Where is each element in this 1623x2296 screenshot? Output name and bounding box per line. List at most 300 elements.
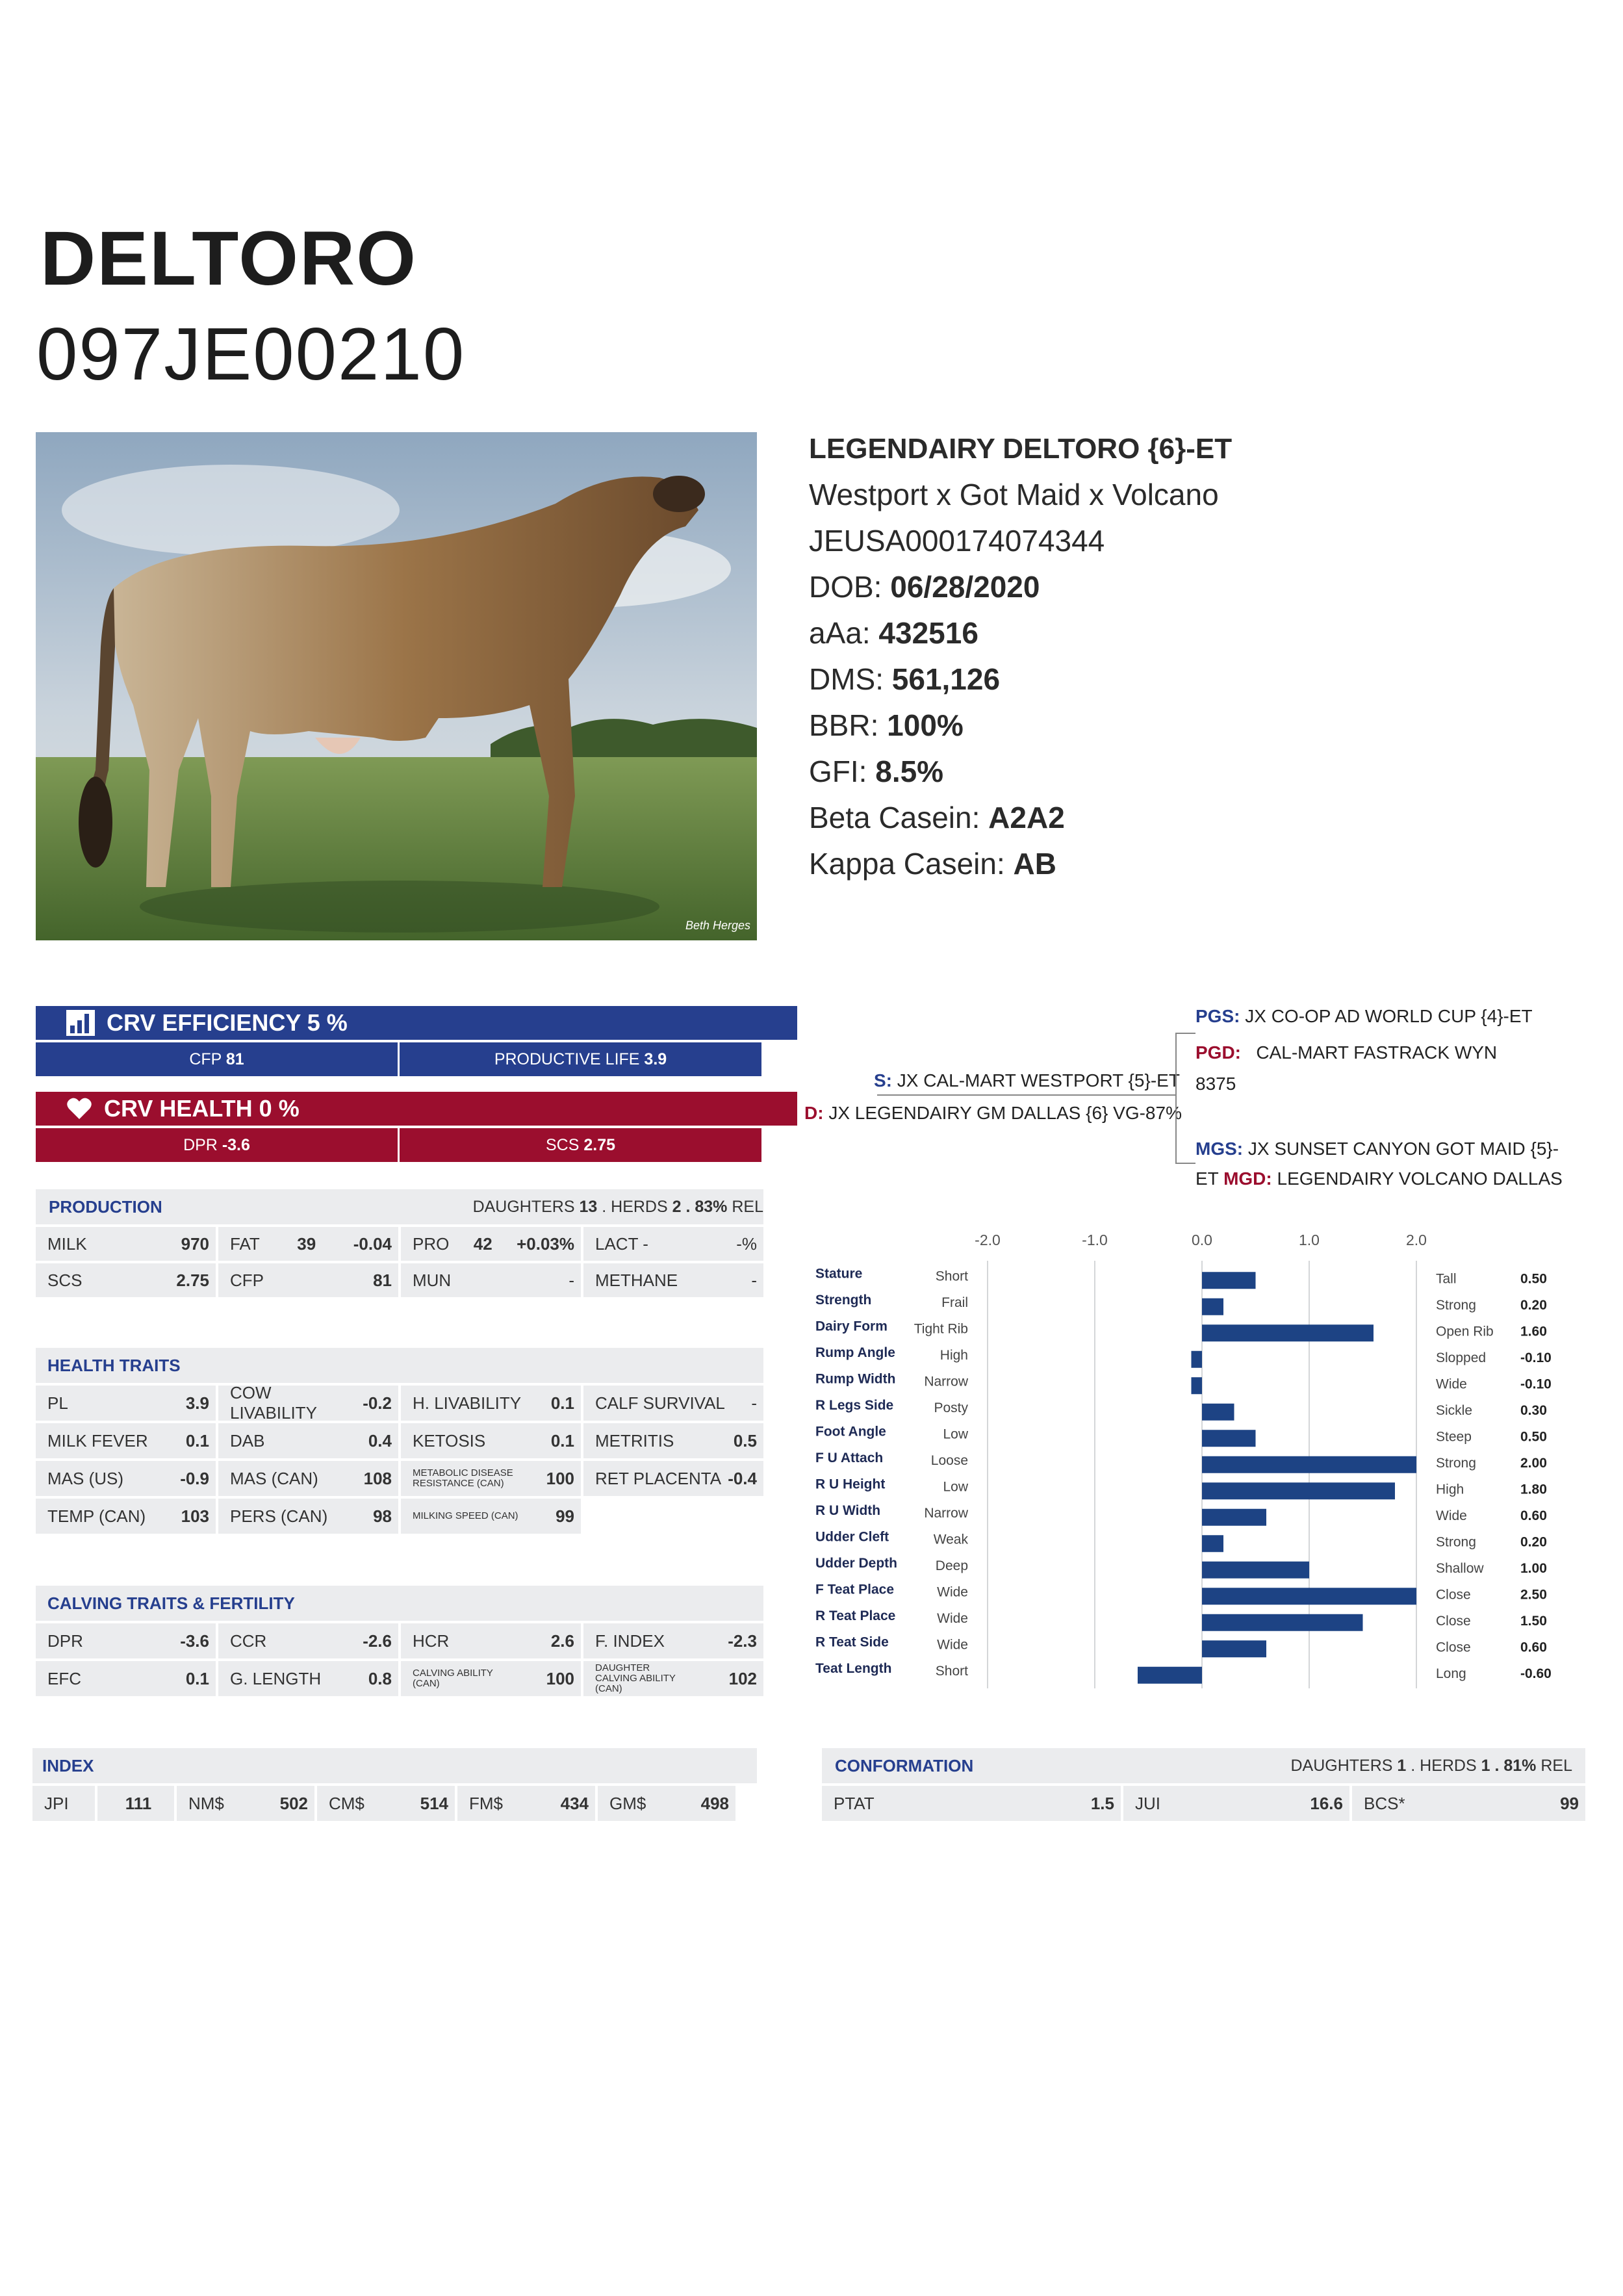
- scs-value: 2.75: [176, 1270, 209, 1290]
- calving-grid: [36, 1623, 763, 1696]
- trait-label: R Teat Place: [815, 1608, 896, 1623]
- conformation-daughters: [1290, 1757, 1572, 1775]
- g-length-label: G. LENGTH: [230, 1668, 322, 1688]
- jpi-label: JPI: [44, 1793, 69, 1813]
- low-end-label: Posty: [934, 1400, 968, 1415]
- pgd-value: CAL-MART FASTRACK WYN 8375: [1195, 1042, 1498, 1094]
- health-milk-fever: [36, 1423, 216, 1458]
- calving-ability-value: 100: [546, 1668, 574, 1688]
- gfi-value: 8.5%: [875, 755, 944, 788]
- low-end-label: Short: [935, 1269, 968, 1284]
- mas-us-value: -0.9: [180, 1468, 209, 1488]
- index-jpi-value-cell: [97, 1786, 174, 1821]
- heart-icon: [66, 1097, 92, 1120]
- conformation-rel-value: . 81%: [1494, 1756, 1537, 1775]
- methane-value: -: [751, 1270, 757, 1290]
- hcr-value: 2.6: [550, 1631, 574, 1651]
- trait-label: Rump Width: [815, 1371, 896, 1387]
- pedigree-connectors: [871, 1027, 1195, 1170]
- gfi-row: [809, 749, 1232, 795]
- index-title: INDEX: [42, 1756, 94, 1775]
- dob-value: 06/28/2020: [890, 570, 1040, 604]
- production-milk: [36, 1227, 216, 1261]
- calf-survival-value: -: [751, 1393, 757, 1413]
- fm-value: 434: [560, 1793, 589, 1813]
- trait-value-label: 0.60: [1520, 1640, 1547, 1655]
- low-end-label: High: [939, 1347, 968, 1363]
- aaa-label: aAa:: [809, 616, 871, 650]
- calving-ccr: [218, 1623, 398, 1658]
- health-dpr: [36, 1128, 400, 1162]
- health-ret-placenta: [583, 1461, 763, 1496]
- low-end-label: Narrow: [924, 1505, 968, 1521]
- conformation-title: CONFORMATION: [835, 1755, 974, 1775]
- daughter-calving-ability: [583, 1661, 763, 1696]
- trait-label: Teat Length: [815, 1660, 892, 1676]
- h-livability-value: 0.1: [550, 1393, 574, 1413]
- milk-value: 970: [181, 1233, 209, 1254]
- trait-label: Foot Angle: [815, 1424, 886, 1439]
- high-end-label: Wide: [1436, 1376, 1467, 1392]
- mgs-value: JX SUNSET CANYON GOT MAID {5}-ET: [1195, 1139, 1559, 1189]
- health-pers-can: [218, 1499, 398, 1534]
- mas-us-label: MAS (US): [47, 1468, 123, 1488]
- trait-value-label: 2.00: [1520, 1455, 1547, 1471]
- high-end-label: Steep: [1436, 1429, 1472, 1445]
- mun-label: MUN: [413, 1270, 452, 1290]
- trait-label: Udder Cleft: [815, 1529, 889, 1545]
- index-cm: [317, 1786, 455, 1821]
- calving-dpr-value: -3.6: [180, 1631, 209, 1651]
- trait-value-label: 0.60: [1520, 1508, 1547, 1523]
- efc-value: 0.1: [185, 1668, 209, 1688]
- sire-value: JX CAL-MART WESTPORT {5}-ET: [897, 1070, 1180, 1090]
- production-cfp: [218, 1263, 398, 1297]
- registered-name: LEGENDAIRY DELTORO {6}-ET: [809, 433, 1233, 465]
- bcs-value: 99: [1560, 1793, 1579, 1813]
- trait-label: Rump Angle: [815, 1345, 895, 1360]
- trait-value-label: 1.50: [1520, 1613, 1547, 1629]
- bcs-label: BCS*: [1364, 1793, 1405, 1813]
- daughter-calving-ability-value: 102: [728, 1668, 757, 1688]
- trait-label: R Teat Side: [815, 1634, 889, 1650]
- low-end-label: Wide: [937, 1584, 968, 1600]
- production-scs: [36, 1263, 216, 1297]
- production-daughters-label: DAUGHTERS: [472, 1197, 575, 1216]
- scs-label: SCS: [47, 1270, 83, 1290]
- pro-label: PRO: [413, 1233, 450, 1254]
- ptat-value: 1.5: [1090, 1793, 1114, 1813]
- milking-speed-value: 99: [556, 1506, 574, 1526]
- trait-value-label: 0.30: [1520, 1402, 1547, 1418]
- fat-label: FAT: [230, 1233, 260, 1254]
- production-grid: [36, 1227, 763, 1297]
- calving-efc: [36, 1661, 216, 1696]
- x-tick-label: -2.0: [975, 1232, 1001, 1248]
- beta-casein-value: A2A2: [988, 801, 1065, 834]
- x-tick-label: 1.0: [1299, 1232, 1320, 1248]
- calving-f-index: [583, 1623, 763, 1658]
- kappa-casein-label: Kappa Casein:: [809, 847, 1005, 881]
- trait-value-label: 0.20: [1520, 1534, 1547, 1550]
- milk-fever-label: MILK FEVER: [47, 1430, 148, 1451]
- health-pl: [36, 1386, 216, 1421]
- pgs-value: JX CO-OP AD WORLD CUP {4}-ET: [1245, 1006, 1533, 1026]
- index-header: [32, 1748, 757, 1783]
- conformation-header: [822, 1748, 1585, 1783]
- lact-value: -%: [736, 1233, 757, 1254]
- trait-value-label: -0.10: [1520, 1350, 1552, 1365]
- dms-label: DMS:: [809, 662, 884, 696]
- trait-value-label: 0.50: [1520, 1429, 1547, 1445]
- high-end-label: Strong: [1436, 1534, 1476, 1550]
- trait-bar: [1202, 1298, 1223, 1315]
- high-end-label: Wide: [1436, 1508, 1467, 1523]
- gfi-label: GFI:: [809, 755, 867, 788]
- methane-label: METHANE: [595, 1270, 678, 1290]
- dms-value: 561,126: [891, 662, 1001, 696]
- production-rel-value: . 83%: [685, 1197, 728, 1216]
- trait-label: R Legs Side: [815, 1397, 894, 1413]
- health-milking-speed: [401, 1499, 581, 1534]
- health-pl-value: 3.9: [185, 1393, 209, 1413]
- nm-value: 502: [279, 1793, 308, 1813]
- index-fm: [457, 1786, 595, 1821]
- jpi-value: 111: [125, 1793, 152, 1813]
- x-tick-label: 2.0: [1406, 1232, 1427, 1248]
- ketosis-value: 0.1: [550, 1430, 574, 1451]
- production-mun: [401, 1263, 581, 1297]
- trait-bar: [1202, 1588, 1416, 1605]
- dab-value: 0.4: [368, 1430, 392, 1451]
- mas-can-label: MAS (CAN): [230, 1468, 318, 1488]
- cfp-value: 81: [373, 1270, 392, 1290]
- dab-label: DAB: [230, 1430, 265, 1451]
- jui-value: 16.6: [1310, 1793, 1343, 1813]
- conformation-jui: [1123, 1786, 1349, 1821]
- empty-cell: [583, 1499, 763, 1534]
- dam-label: D:: [804, 1103, 824, 1123]
- mgd-label: MGD:: [1223, 1168, 1272, 1189]
- trait-bar: [1202, 1430, 1256, 1447]
- calving-ability: [401, 1661, 581, 1696]
- health-pl-label: PL: [47, 1393, 68, 1413]
- pedigree-pgd: [1195, 1037, 1533, 1100]
- gm-value: 498: [700, 1793, 729, 1813]
- trait-value-label: 1.80: [1520, 1482, 1547, 1497]
- kappa-casein-value: AB: [1013, 847, 1056, 881]
- low-end-label: Tight Rib: [914, 1321, 968, 1337]
- bbr-row: [809, 703, 1232, 749]
- f-index-value: -2.3: [728, 1631, 757, 1651]
- cm-label: CM$: [329, 1793, 364, 1813]
- trait-bar: [1202, 1272, 1256, 1289]
- health-cow-livability: [218, 1383, 398, 1423]
- conformation-daughters-value: 1: [1397, 1756, 1407, 1775]
- index-nm: [177, 1786, 314, 1821]
- conformation-herds-value: 1: [1481, 1756, 1490, 1775]
- health-ketosis: [401, 1423, 581, 1458]
- trait-value-label: 1.00: [1520, 1560, 1547, 1576]
- high-end-label: Close: [1436, 1587, 1471, 1603]
- beta-casein-row: [809, 795, 1232, 841]
- kappa-casein-row: [809, 841, 1232, 887]
- health-mas-can: [218, 1461, 398, 1496]
- cow-livability-label: COW LIVABILITY: [230, 1383, 317, 1423]
- lact-label: LACT -: [595, 1233, 648, 1254]
- photo-credit: Beth Herges: [685, 919, 751, 932]
- calving-g-length: [218, 1661, 398, 1696]
- calf-survival-label: CALF SURVIVAL: [595, 1393, 725, 1413]
- trait-bar: [1202, 1324, 1374, 1341]
- high-end-label: Close: [1436, 1640, 1471, 1655]
- dob-label: DOB:: [809, 570, 882, 604]
- trait-label: Dairy Form: [815, 1319, 888, 1334]
- milk-fever-value: 0.1: [185, 1430, 209, 1451]
- bull-illustration: [36, 432, 757, 940]
- mgd-value: LEGENDAIRY VOLCANO DALLAS: [1277, 1168, 1563, 1189]
- daughter-calving-ability-label: DAUGHTER CALVING ABILITY (CAN): [595, 1662, 676, 1694]
- cow-livability-value: -0.2: [363, 1393, 392, 1413]
- trait-label: F U Attach: [815, 1450, 884, 1465]
- crv-efficiency-values: [36, 1042, 761, 1076]
- ret-placenta-value: -0.4: [728, 1468, 757, 1488]
- conformation-rel-label: REL: [1540, 1756, 1572, 1775]
- production-daughters: [473, 1198, 763, 1217]
- metritis-value: 0.5: [733, 1430, 757, 1451]
- dms-row: [809, 656, 1232, 703]
- production-methane: [583, 1263, 763, 1297]
- trait-value-label: 0.20: [1520, 1297, 1547, 1313]
- h-livability-label: H. LIVABILITY: [413, 1393, 522, 1413]
- crv-health-header: [36, 1092, 797, 1126]
- bull-info: [809, 426, 1232, 887]
- production-lact: [583, 1227, 763, 1261]
- trait-value-label: 2.50: [1520, 1587, 1547, 1603]
- milk-label: MILK: [47, 1233, 87, 1254]
- low-end-label: Low: [943, 1426, 968, 1442]
- high-end-label: Close: [1436, 1613, 1471, 1629]
- health-scs-label: SCS: [545, 1136, 580, 1154]
- x-tick-label: 0.0: [1192, 1232, 1212, 1248]
- sire-label: S:: [874, 1070, 892, 1090]
- crv-health-title: CRV HEALTH 0 %: [104, 1095, 300, 1122]
- bull-photo: [36, 432, 757, 940]
- trait-bar: [1202, 1404, 1234, 1421]
- pedigree-pgs: [1195, 1006, 1533, 1027]
- production-pro: [401, 1227, 581, 1261]
- low-end-label: Loose: [930, 1452, 968, 1468]
- efficiency-cfp-value: 81: [225, 1050, 244, 1068]
- health-traits-grid: [36, 1383, 763, 1534]
- high-end-label: Sickle: [1436, 1402, 1473, 1418]
- temp-can-value: 103: [181, 1506, 209, 1526]
- trait-label: Strength: [815, 1292, 872, 1308]
- trait-label: R U Width: [815, 1503, 881, 1518]
- g-length-value: 0.8: [368, 1668, 392, 1688]
- pro-pct: +0.03%: [517, 1233, 574, 1254]
- health-dpr-label: DPR: [183, 1136, 218, 1154]
- pedigree-line: Westport x Got Maid x Volcano: [809, 478, 1219, 511]
- trait-bar: [1138, 1667, 1202, 1684]
- low-end-label: Short: [935, 1663, 968, 1679]
- pro-value: 42: [473, 1233, 492, 1254]
- trait-label: Stature: [815, 1266, 863, 1282]
- trait-bar: [1192, 1351, 1203, 1368]
- efficiency-chart-icon: [66, 1010, 95, 1036]
- dob-row: [809, 564, 1232, 610]
- trait-bar: [1192, 1377, 1203, 1394]
- bbr-value: 100%: [887, 708, 964, 742]
- ret-placenta-label: RET PLACENTA: [595, 1468, 722, 1488]
- gm-label: GM$: [609, 1793, 646, 1813]
- x-tick-label: -1.0: [1082, 1232, 1108, 1248]
- crv-efficiency-header: [36, 1006, 797, 1040]
- health-h-livability: [401, 1386, 581, 1421]
- low-end-label: Weak: [933, 1532, 968, 1547]
- health-temp-can: [36, 1499, 216, 1534]
- efficiency-cfp: [36, 1042, 400, 1076]
- index-gm: [598, 1786, 735, 1821]
- pedigree-maternal: [1195, 1134, 1572, 1194]
- high-end-label: Shallow: [1436, 1560, 1484, 1576]
- mas-can-value: 108: [363, 1468, 392, 1488]
- fm-label: FM$: [469, 1793, 503, 1813]
- milking-speed-label: MILKING SPEED (CAN): [413, 1510, 518, 1521]
- low-end-label: Wide: [937, 1610, 968, 1626]
- mgs-label: MGS:: [1195, 1139, 1244, 1159]
- production-fat: [218, 1227, 398, 1261]
- jui-label: JUI: [1135, 1793, 1160, 1813]
- health-traits-header: [36, 1348, 763, 1383]
- low-end-label: Low: [943, 1479, 968, 1495]
- efficiency-pl-value: 3.9: [644, 1050, 667, 1068]
- trait-value-label: 0.50: [1520, 1271, 1547, 1287]
- calving-hcr: [401, 1623, 581, 1658]
- low-end-label: Frail: [941, 1295, 968, 1310]
- metabolic-disease-value: 100: [546, 1468, 574, 1488]
- trait-label: Udder Depth: [815, 1555, 897, 1571]
- trait-bar: [1202, 1456, 1416, 1473]
- high-end-label: Tall: [1436, 1271, 1457, 1287]
- registration-number: JEUSA000174074344: [809, 524, 1105, 558]
- crv-efficiency-title: CRV EFFICIENCY 5 %: [107, 1009, 348, 1036]
- efficiency-cfp-label: CFP: [189, 1050, 222, 1068]
- fat-pct: -0.04: [353, 1233, 392, 1254]
- pers-can-label: PERS (CAN): [230, 1506, 328, 1526]
- trait-value-label: -0.60: [1520, 1666, 1552, 1681]
- temp-can-label: TEMP (CAN): [47, 1506, 146, 1526]
- health-dpr-value: -3.6: [222, 1136, 250, 1154]
- linear-traits-chart: [812, 1222, 1592, 1690]
- low-end-label: Wide: [937, 1637, 968, 1653]
- health-dab: [218, 1423, 398, 1458]
- conformation-daughters-label: DAUGHTERS: [1290, 1756, 1393, 1775]
- nm-label: NM$: [188, 1793, 224, 1813]
- production-header: [36, 1189, 763, 1224]
- trait-bar: [1202, 1509, 1266, 1526]
- low-end-label: Deep: [935, 1558, 968, 1573]
- production-herds-label: . HERDS: [602, 1197, 668, 1216]
- trait-bar: [1202, 1535, 1223, 1552]
- fat-value: 39: [297, 1233, 316, 1254]
- bbr-label: BBR:: [809, 708, 879, 742]
- trait-bar: [1202, 1640, 1266, 1657]
- ketosis-label: KETOSIS: [413, 1430, 486, 1451]
- bull-code: 097JE00210: [36, 313, 466, 396]
- beta-casein-label: Beta Casein:: [809, 801, 980, 834]
- cm-value: 514: [420, 1793, 448, 1813]
- ptat-label: PTAT: [834, 1793, 875, 1813]
- health-traits-title: HEALTH TRAITS: [47, 1356, 181, 1375]
- efc-label: EFC: [47, 1668, 81, 1688]
- trait-bar: [1202, 1614, 1363, 1631]
- trait-label: R U Height: [815, 1477, 886, 1492]
- index-grid: [32, 1786, 757, 1821]
- trait-value-label: -0.10: [1520, 1376, 1552, 1392]
- conformation-bcs: [1352, 1786, 1585, 1821]
- production-daughters-value: 13: [579, 1197, 598, 1216]
- f-index-label: F. INDEX: [595, 1631, 665, 1651]
- metabolic-disease-label: METABOLIC DISEASE RESISTANCE (CAN): [413, 1467, 513, 1489]
- health-calf-survival: [583, 1386, 763, 1421]
- efficiency-productive-life: [400, 1042, 761, 1076]
- high-end-label: Strong: [1436, 1297, 1476, 1313]
- production-rel-label: REL: [732, 1197, 763, 1216]
- conformation-ptat: [822, 1786, 1121, 1821]
- crv-health-values: [36, 1128, 761, 1162]
- calving-header: [36, 1586, 763, 1621]
- cfp-label: CFP: [230, 1270, 264, 1290]
- calving-dpr-label: DPR: [47, 1631, 83, 1651]
- pgd-label: PGD:: [1195, 1042, 1241, 1063]
- pgs-label: PGS:: [1195, 1006, 1240, 1026]
- high-end-label: High: [1436, 1482, 1464, 1497]
- hcr-label: HCR: [413, 1631, 450, 1651]
- health-scs-value: 2.75: [583, 1136, 616, 1154]
- calving-title: CALVING TRAITS & FERTILITY: [47, 1593, 295, 1613]
- health-metritis: [583, 1423, 763, 1458]
- production-herds-value: 2: [672, 1197, 682, 1216]
- high-end-label: Long: [1436, 1666, 1466, 1681]
- trait-value-label: 1.60: [1520, 1324, 1547, 1339]
- pers-can-value: 98: [373, 1506, 392, 1526]
- ccr-label: CCR: [230, 1631, 267, 1651]
- health-metabolic-disease: [401, 1461, 581, 1496]
- health-mas-us: [36, 1461, 216, 1496]
- health-scs: [400, 1128, 761, 1162]
- index-jpi-label-cell: [32, 1786, 95, 1821]
- low-end-label: Narrow: [924, 1374, 968, 1389]
- high-end-label: Slopped: [1436, 1350, 1487, 1365]
- aaa-value: 432516: [878, 616, 978, 650]
- efficiency-pl-label: PRODUCTIVE LIFE: [494, 1050, 640, 1068]
- mun-value: -: [569, 1270, 574, 1290]
- trait-bar: [1202, 1482, 1395, 1499]
- dam-value: JX LEGENDAIRY GM DALLAS {6} VG-87%: [828, 1103, 1182, 1123]
- conformation-herds-label: . HERDS: [1411, 1756, 1477, 1775]
- high-end-label: Open Rib: [1436, 1324, 1494, 1339]
- high-end-label: Strong: [1436, 1455, 1476, 1471]
- calving-ability-label: CALVING ABILITY (CAN): [413, 1668, 493, 1689]
- aaa-row: [809, 610, 1232, 656]
- production-title: PRODUCTION: [49, 1196, 162, 1217]
- ccr-value: -2.6: [363, 1631, 392, 1651]
- conformation-grid: [822, 1786, 1585, 1821]
- calving-dpr: [36, 1623, 216, 1658]
- trait-label: F Teat Place: [815, 1582, 894, 1597]
- metritis-label: METRITIS: [595, 1430, 674, 1451]
